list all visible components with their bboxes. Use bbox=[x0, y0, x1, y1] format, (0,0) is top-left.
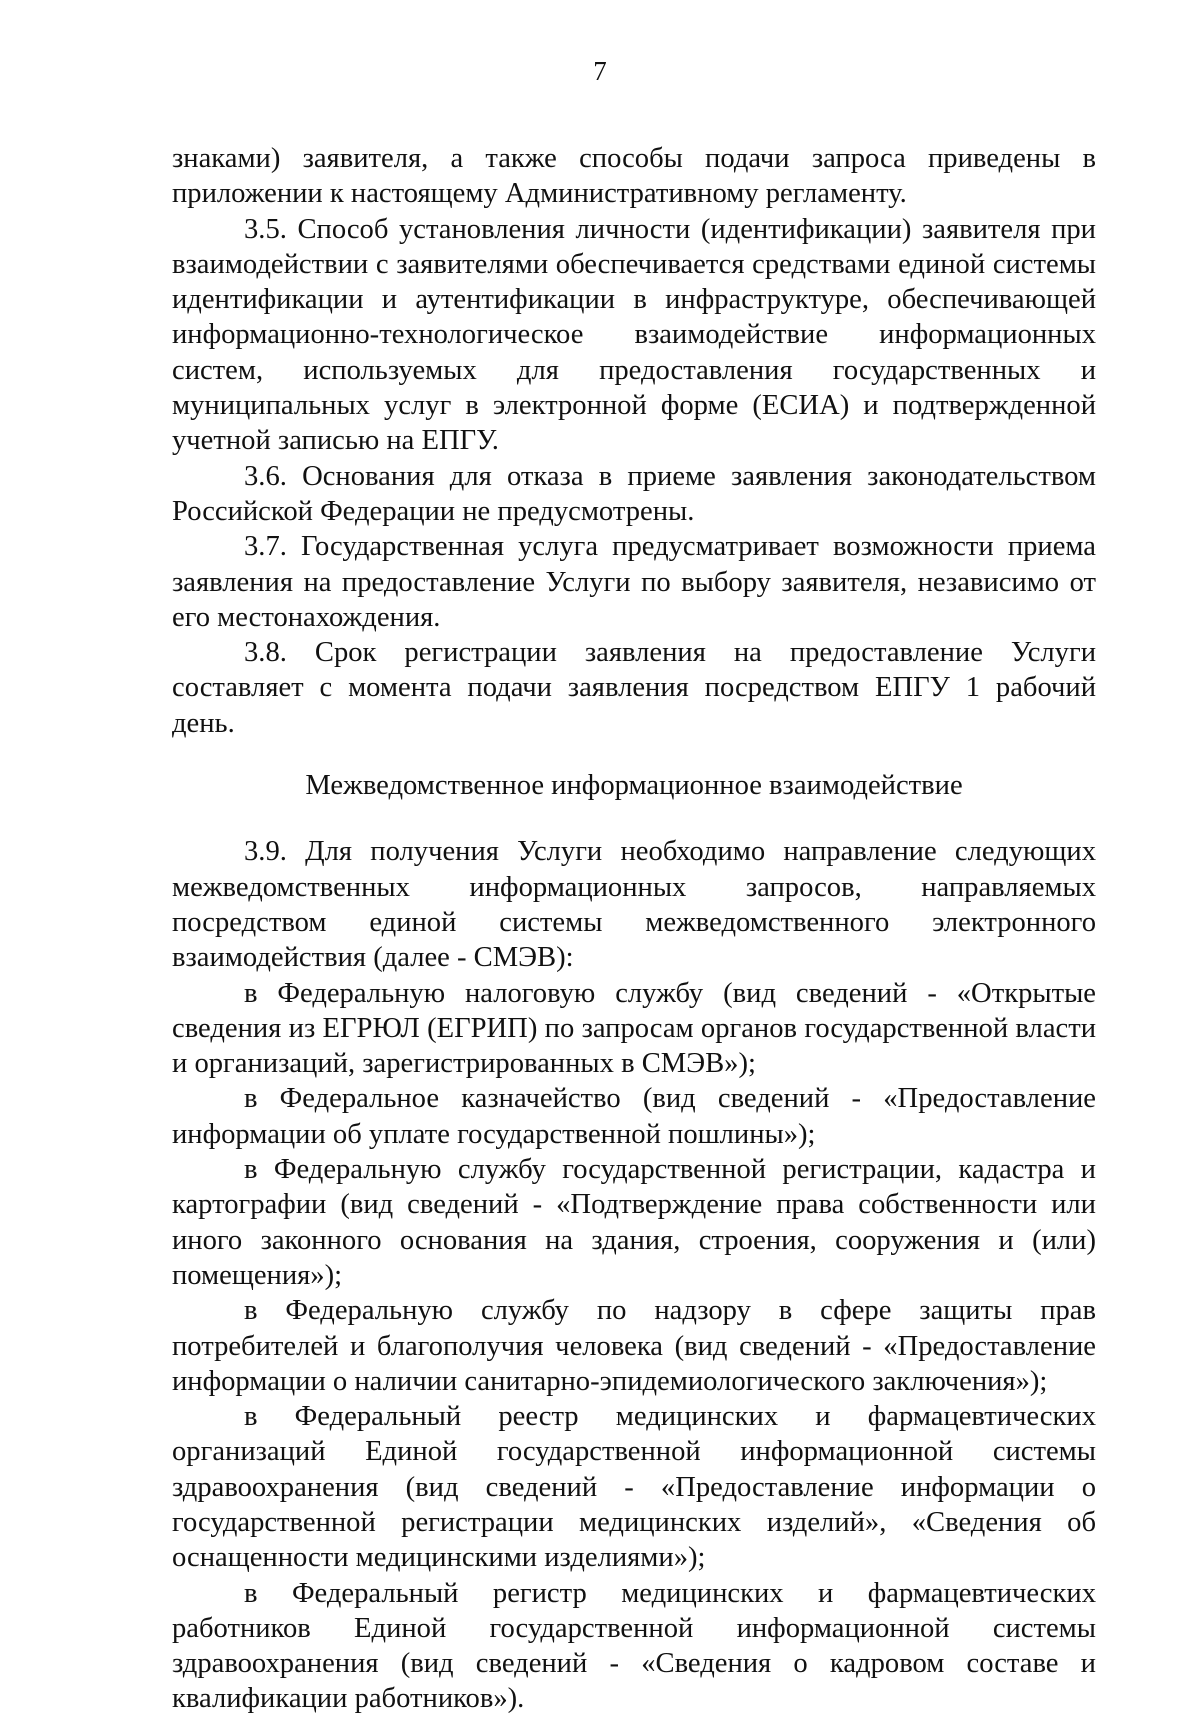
page-number: 7 bbox=[593, 56, 607, 86]
list-item-treasury: в Федеральное казначейство (вид сведений - «Предоставление информации об уплате государственной пошлины»); bbox=[172, 1083, 1096, 1150]
body-paragraph-3-6: 3.6. Основания для отказа в приеме заявления законодательством Российской Федерации не предусмотрены. bbox=[172, 460, 1096, 527]
list-item-consumer-rights-service: в Федеральную службу по надзору в сфере защиты прав потребителей и благополучия человека (вид сведений - «Предоставление информации о наличии санитарно-эпидемиологического заключения»); bbox=[172, 1295, 1096, 1397]
body-paragraph-continuation: знаками) заявителя, а также способы подачи запроса приведены в приложении к настоящему Административному регламенту. bbox=[172, 143, 1096, 210]
body-paragraph-3-7: 3.7. Государственная услуга предусматривает возможности приема заявления на предоставление Услуги по выбору заявителя, независимо от его местонахождения. bbox=[172, 531, 1096, 633]
body-paragraph-3-5: 3.5. Способ установления личности (идентификации) заявителя при взаимодействии с заявителями обеспечивается средствами единой системы идентификации и аутентификации в инфраструктуре, обеспечивающей информационно-технологическое взаимодействие информационных систем, используемых для предоставления государственных и муниципальных услуг в электронной форме (ЕСИА) и подтвержденной учетной записью на ЕПГУ. bbox=[172, 213, 1096, 457]
body-paragraph-3-9: 3.9. Для получения Услуги необходимо направление следующих межведомственных информационных запросов, направляемых посредством единой системы межведомственного электронного взаимодействия (далее - СМЭВ): bbox=[172, 836, 1096, 974]
list-item-medical-organizations-register: в Федеральный реестр медицинских и фармацевтических организаций Единой государственной информационной системы здравоохранения (вид сведений - «Предоставление информации о государственной регистрации медицинских изделий», «Сведения об оснащенности медицинскими изделиями»); bbox=[172, 1401, 1096, 1574]
list-item-medical-workers-register: в Федеральный регистр медицинских и фармацевтических работников Единой государственной информационной системы здравоохранения (вид сведений - «Сведения о кадровом составе и квалификации работников»). bbox=[172, 1577, 1096, 1715]
list-item-tax-service: в Федеральную налоговую службу (вид сведений - «Открытые сведения из ЕГРЮЛ (ЕГРИП) по запросам органов государственной власти и организаций, зарегистрированных в СМЭВ»); bbox=[172, 977, 1096, 1080]
list-item-registration-service: в Федеральную службу государственной регистрации, кадастра и картографии (вид сведений - «Подтверждение права собственности или иного законного основания на здания, строения, сооружения и (или) помещения»); bbox=[172, 1154, 1096, 1291]
section-heading: Межведомственное информационное взаимодействие bbox=[305, 770, 963, 802]
body-paragraph-3-8: 3.8. Срок регистрации заявления на предоставление Услуги составляет с момента подачи заявления посредством ЕПГУ 1 рабочий день. bbox=[172, 637, 1096, 739]
document-body bbox=[172, 141, 1096, 1717]
